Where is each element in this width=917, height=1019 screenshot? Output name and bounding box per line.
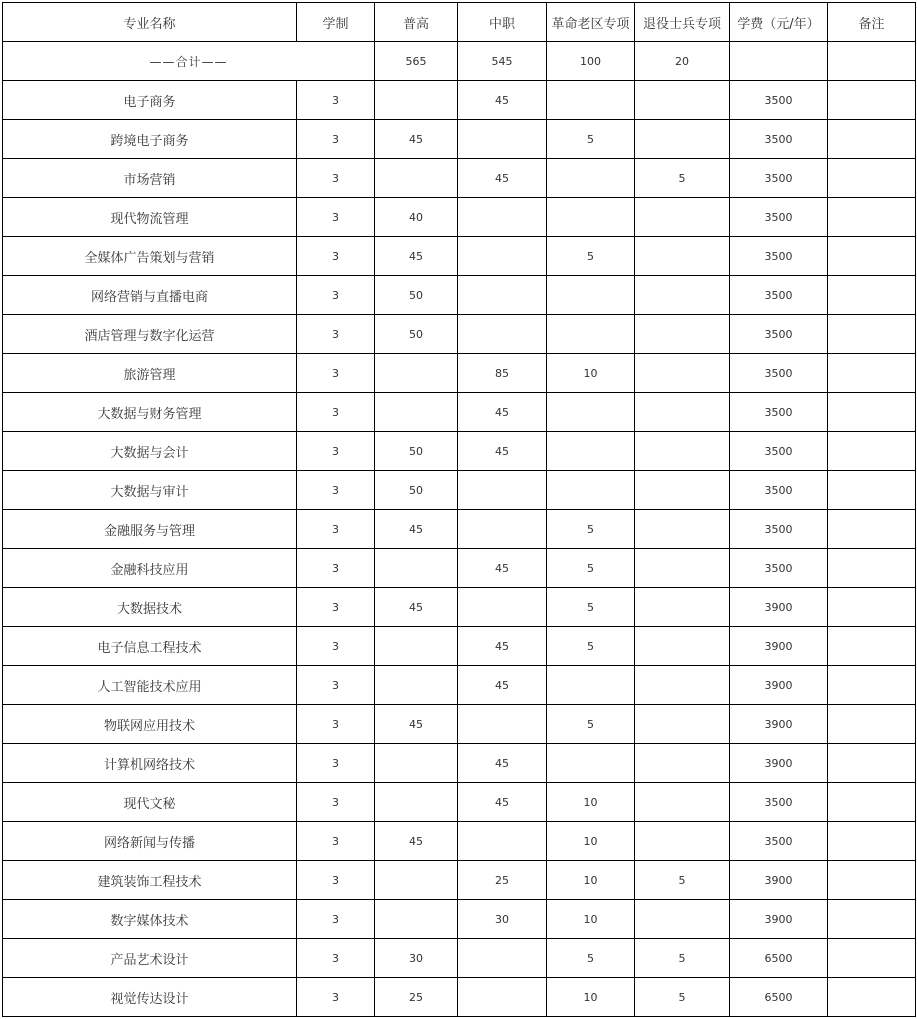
major-name-cell: 大数据与会计 — [3, 432, 297, 471]
revolutionary-area-quota-cell: 5 — [547, 120, 635, 159]
vocational-school-cell — [458, 510, 547, 549]
remarks-cell — [828, 198, 916, 237]
veteran-quota-cell — [635, 900, 730, 939]
tuition-cell: 3500 — [730, 198, 828, 237]
veteran-quota-cell — [635, 627, 730, 666]
major-name-cell: 人工智能技术应用 — [3, 666, 297, 705]
tuition-cell: 3500 — [730, 354, 828, 393]
tuition-cell: 3500 — [730, 393, 828, 432]
tuition-cell: 3900 — [730, 666, 828, 705]
table-row — [3, 549, 916, 588]
revolutionary-area-quota-cell: 10 — [547, 783, 635, 822]
major-name-cell: 大数据与财务管理 — [3, 393, 297, 432]
table-row — [3, 744, 916, 783]
vocational-school-cell: 45 — [458, 81, 547, 120]
remarks-cell — [828, 822, 916, 861]
revolutionary-area-quota-cell: 5 — [547, 549, 635, 588]
vocational-school-cell: 45 — [458, 159, 547, 198]
revolutionary-area-quota-cell — [547, 81, 635, 120]
veteran-quota-cell — [635, 822, 730, 861]
remarks-cell — [828, 939, 916, 978]
veteran-quota-cell — [635, 471, 730, 510]
veteran-quota-cell — [635, 198, 730, 237]
general-high-school-cell: 45 — [375, 588, 458, 627]
table-row — [3, 705, 916, 744]
general-high-school-cell — [375, 900, 458, 939]
major-name-cell: 物联网应用技术 — [3, 705, 297, 744]
duration-cell: 3 — [297, 198, 375, 237]
tuition-cell: 6500 — [730, 978, 828, 1017]
vocational-school-cell — [458, 471, 547, 510]
remarks-cell — [828, 588, 916, 627]
revolutionary-area-quota-cell: 5 — [547, 510, 635, 549]
tuition-cell: 3500 — [730, 315, 828, 354]
major-name-cell: 跨境电子商务 — [3, 120, 297, 159]
vocational-school-cell: 30 — [458, 900, 547, 939]
tuition-cell: 3500 — [730, 783, 828, 822]
vocational-school-cell — [458, 705, 547, 744]
table-row — [3, 81, 916, 120]
table-row — [3, 120, 916, 159]
general-high-school-cell — [375, 81, 458, 120]
remarks-cell — [828, 549, 916, 588]
major-name-cell: 旅游管理 — [3, 354, 297, 393]
duration-cell: 3 — [297, 666, 375, 705]
vocational-school-cell — [458, 939, 547, 978]
major-name-cell: 大数据与审计 — [3, 471, 297, 510]
major-name-cell: 视觉传达设计 — [3, 978, 297, 1017]
remarks-cell — [828, 159, 916, 198]
vocational-school-cell: 85 — [458, 354, 547, 393]
tuition-cell: 3900 — [730, 705, 828, 744]
vocational-school-cell — [458, 978, 547, 1017]
revolutionary-area-quota-cell — [547, 159, 635, 198]
duration-cell: 3 — [297, 354, 375, 393]
total-remarks — [828, 42, 916, 81]
table-header — [3, 3, 916, 42]
vocational-school-cell — [458, 198, 547, 237]
major-name-cell: 大数据技术 — [3, 588, 297, 627]
table-row — [3, 276, 916, 315]
general-high-school-cell: 25 — [375, 978, 458, 1017]
remarks-cell — [828, 978, 916, 1017]
duration-cell: 3 — [297, 705, 375, 744]
vocational-school-cell: 45 — [458, 783, 547, 822]
header-major-name: 专业名称 — [3, 3, 297, 42]
revolutionary-area-quota-cell: 10 — [547, 978, 635, 1017]
revolutionary-area-quota-cell: 5 — [547, 705, 635, 744]
veteran-quota-cell: 5 — [635, 861, 730, 900]
major-name-cell: 全媒体广告策划与营销 — [3, 237, 297, 276]
revolutionary-area-quota-cell — [547, 276, 635, 315]
general-high-school-cell — [375, 627, 458, 666]
major-name-cell: 现代物流管理 — [3, 198, 297, 237]
header-vocational-school: 中职 — [458, 3, 547, 42]
duration-cell: 3 — [297, 510, 375, 549]
veteran-quota-cell: 5 — [635, 978, 730, 1017]
vocational-school-cell — [458, 120, 547, 159]
general-high-school-cell: 50 — [375, 276, 458, 315]
remarks-cell — [828, 237, 916, 276]
remarks-cell — [828, 276, 916, 315]
revolutionary-area-quota-cell — [547, 432, 635, 471]
general-high-school-cell: 45 — [375, 120, 458, 159]
table-row — [3, 939, 916, 978]
revolutionary-area-quota-cell: 5 — [547, 588, 635, 627]
total-vocational-school: 545 — [458, 42, 547, 81]
duration-cell: 3 — [297, 861, 375, 900]
remarks-cell — [828, 315, 916, 354]
duration-cell: 3 — [297, 393, 375, 432]
major-name-cell: 网络营销与直播电商 — [3, 276, 297, 315]
veteran-quota-cell — [635, 354, 730, 393]
duration-cell: 3 — [297, 276, 375, 315]
remarks-cell — [828, 861, 916, 900]
veteran-quota-cell: 5 — [635, 159, 730, 198]
veteran-quota-cell — [635, 666, 730, 705]
veteran-quota-cell — [635, 705, 730, 744]
revolutionary-area-quota-cell — [547, 198, 635, 237]
revolutionary-area-quota-cell: 10 — [547, 822, 635, 861]
vocational-school-cell: 45 — [458, 666, 547, 705]
general-high-school-cell — [375, 393, 458, 432]
revolutionary-area-quota-cell — [547, 666, 635, 705]
general-high-school-cell: 50 — [375, 315, 458, 354]
veteran-quota-cell — [635, 237, 730, 276]
tuition-cell: 3500 — [730, 120, 828, 159]
duration-cell: 3 — [297, 237, 375, 276]
header-tuition: 学费（元/年） — [730, 3, 828, 42]
remarks-cell — [828, 627, 916, 666]
vocational-school-cell — [458, 588, 547, 627]
general-high-school-cell: 45 — [375, 510, 458, 549]
tuition-cell: 3900 — [730, 744, 828, 783]
table-row — [3, 315, 916, 354]
tuition-cell: 3500 — [730, 237, 828, 276]
veteran-quota-cell — [635, 315, 730, 354]
revolutionary-area-quota-cell: 10 — [547, 354, 635, 393]
table-body — [3, 42, 916, 1017]
tuition-cell: 3500 — [730, 510, 828, 549]
vocational-school-cell: 45 — [458, 432, 547, 471]
header-general-high-school: 普高 — [375, 3, 458, 42]
veteran-quota-cell — [635, 549, 730, 588]
revolutionary-area-quota-cell: 5 — [547, 939, 635, 978]
major-name-cell: 酒店管理与数字化运营 — [3, 315, 297, 354]
vocational-school-cell: 25 — [458, 861, 547, 900]
vocational-school-cell: 45 — [458, 744, 547, 783]
major-name-cell: 建筑装饰工程技术 — [3, 861, 297, 900]
duration-cell: 3 — [297, 315, 375, 354]
revolutionary-area-quota-cell: 10 — [547, 861, 635, 900]
major-name-cell: 产品艺术设计 — [3, 939, 297, 978]
general-high-school-cell — [375, 783, 458, 822]
duration-cell: 3 — [297, 627, 375, 666]
vocational-school-cell: 45 — [458, 627, 547, 666]
duration-cell: 3 — [297, 120, 375, 159]
duration-cell: 3 — [297, 900, 375, 939]
total-revolutionary-area-quota: 100 — [547, 42, 635, 81]
tuition-cell: 3500 — [730, 276, 828, 315]
tuition-cell: 3500 — [730, 81, 828, 120]
tuition-cell: 3500 — [730, 822, 828, 861]
table-row — [3, 822, 916, 861]
remarks-cell — [828, 120, 916, 159]
revolutionary-area-quota-cell — [547, 315, 635, 354]
total-veteran-quota: 20 — [635, 42, 730, 81]
major-name-cell: 金融科技应用 — [3, 549, 297, 588]
general-high-school-cell — [375, 744, 458, 783]
remarks-cell — [828, 666, 916, 705]
general-high-school-cell: 45 — [375, 237, 458, 276]
total-label: ——合计—— — [3, 42, 375, 81]
header-duration: 学制 — [297, 3, 375, 42]
duration-cell: 3 — [297, 939, 375, 978]
total-tuition — [730, 42, 828, 81]
duration-cell: 3 — [297, 822, 375, 861]
vocational-school-cell: 45 — [458, 549, 547, 588]
veteran-quota-cell — [635, 588, 730, 627]
veteran-quota-cell — [635, 120, 730, 159]
veteran-quota-cell — [635, 510, 730, 549]
revolutionary-area-quota-cell — [547, 744, 635, 783]
major-name-cell: 现代文秘 — [3, 783, 297, 822]
major-name-cell: 市场营销 — [3, 159, 297, 198]
revolutionary-area-quota-cell: 5 — [547, 237, 635, 276]
duration-cell: 3 — [297, 588, 375, 627]
veteran-quota-cell — [635, 276, 730, 315]
general-high-school-cell: 45 — [375, 705, 458, 744]
table-row — [3, 159, 916, 198]
general-high-school-cell — [375, 159, 458, 198]
general-high-school-cell — [375, 861, 458, 900]
remarks-cell — [828, 744, 916, 783]
enrollment-plan-table — [2, 2, 916, 1017]
table-row — [3, 783, 916, 822]
table-row — [3, 198, 916, 237]
tuition-cell: 3500 — [730, 159, 828, 198]
remarks-cell — [828, 510, 916, 549]
remarks-cell — [828, 471, 916, 510]
duration-cell: 3 — [297, 783, 375, 822]
revolutionary-area-quota-cell: 10 — [547, 900, 635, 939]
tuition-cell: 3900 — [730, 861, 828, 900]
duration-cell: 3 — [297, 159, 375, 198]
general-high-school-cell — [375, 666, 458, 705]
major-name-cell: 电子信息工程技术 — [3, 627, 297, 666]
remarks-cell — [828, 393, 916, 432]
vocational-school-cell — [458, 276, 547, 315]
general-high-school-cell: 40 — [375, 198, 458, 237]
table-row — [3, 354, 916, 393]
major-name-cell: 计算机网络技术 — [3, 744, 297, 783]
revolutionary-area-quota-cell: 5 — [547, 627, 635, 666]
tuition-cell: 3500 — [730, 432, 828, 471]
duration-cell: 3 — [297, 471, 375, 510]
vocational-school-cell — [458, 822, 547, 861]
general-high-school-cell: 50 — [375, 432, 458, 471]
tuition-cell: 3900 — [730, 627, 828, 666]
duration-cell: 3 — [297, 432, 375, 471]
duration-cell: 3 — [297, 549, 375, 588]
general-high-school-cell: 45 — [375, 822, 458, 861]
veteran-quota-cell — [635, 432, 730, 471]
general-high-school-cell — [375, 549, 458, 588]
table-row — [3, 861, 916, 900]
duration-cell: 3 — [297, 978, 375, 1017]
tuition-cell: 3500 — [730, 471, 828, 510]
tuition-cell: 3500 — [730, 549, 828, 588]
major-name-cell: 网络新闻与传播 — [3, 822, 297, 861]
duration-cell: 3 — [297, 744, 375, 783]
total-general-high-school: 565 — [375, 42, 458, 81]
table-row — [3, 237, 916, 276]
remarks-cell — [828, 81, 916, 120]
revolutionary-area-quota-cell — [547, 471, 635, 510]
veteran-quota-cell: 5 — [635, 939, 730, 978]
major-name-cell: 电子商务 — [3, 81, 297, 120]
table-row — [3, 393, 916, 432]
veteran-quota-cell — [635, 393, 730, 432]
duration-cell: 3 — [297, 81, 375, 120]
vocational-school-cell — [458, 315, 547, 354]
remarks-cell — [828, 432, 916, 471]
header-revolutionary-area-quota: 革命老区专项 — [547, 3, 635, 42]
table-row — [3, 978, 916, 1017]
general-high-school-cell: 50 — [375, 471, 458, 510]
table-row — [3, 471, 916, 510]
tuition-cell: 3900 — [730, 900, 828, 939]
revolutionary-area-quota-cell — [547, 393, 635, 432]
veteran-quota-cell — [635, 81, 730, 120]
general-high-school-cell — [375, 354, 458, 393]
remarks-cell — [828, 900, 916, 939]
veteran-quota-cell — [635, 783, 730, 822]
total-row — [3, 42, 916, 81]
remarks-cell — [828, 783, 916, 822]
table-row — [3, 627, 916, 666]
major-name-cell: 金融服务与管理 — [3, 510, 297, 549]
table-row — [3, 588, 916, 627]
header-veteran-quota: 退役士兵专项 — [635, 3, 730, 42]
vocational-school-cell: 45 — [458, 393, 547, 432]
major-name-cell: 数字媒体技术 — [3, 900, 297, 939]
header-row — [3, 3, 916, 42]
table-row — [3, 510, 916, 549]
veteran-quota-cell — [635, 744, 730, 783]
table-row — [3, 432, 916, 471]
remarks-cell — [828, 354, 916, 393]
table-row — [3, 666, 916, 705]
header-remarks: 备注 — [828, 3, 916, 42]
table-row — [3, 900, 916, 939]
tuition-cell: 3900 — [730, 588, 828, 627]
vocational-school-cell — [458, 237, 547, 276]
general-high-school-cell: 30 — [375, 939, 458, 978]
tuition-cell: 6500 — [730, 939, 828, 978]
remarks-cell — [828, 705, 916, 744]
